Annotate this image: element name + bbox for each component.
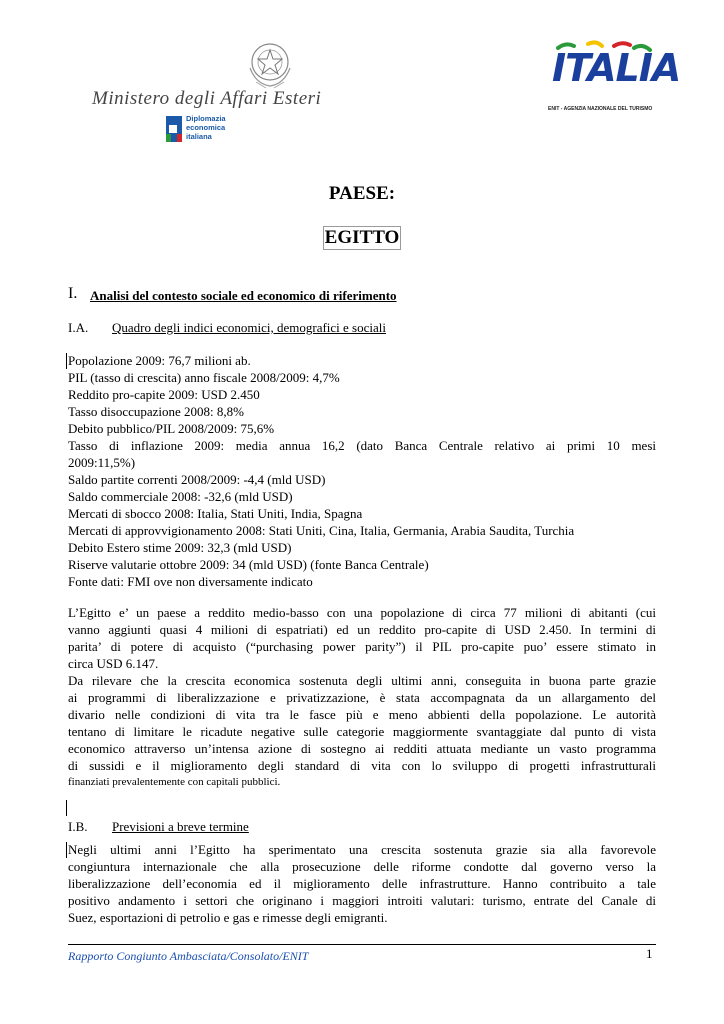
subsection-a-number: I.A. xyxy=(68,320,89,335)
paragraph-line: finanziati prevalentemente con capitali pubblici. xyxy=(68,776,281,788)
badge-line: Diplomazia xyxy=(186,114,226,123)
paragraph-line: congiuntura internazionale che alla prosecuzione delle riforme condotte dal governo verso la xyxy=(68,859,656,874)
paragraph-line: vanno aggiunti quasi 4 milioni di espatriati) ed un reddito pro-capite di USD 2.450. In termini di xyxy=(68,622,656,637)
indicator-line: Tasso disoccupazione 2008: 8,8% xyxy=(68,404,244,419)
subsection-a-title: Quadro degli indici economici, demografici e sociali xyxy=(112,320,386,335)
paragraph-line: tentano di limitare le ricadute negative sulle categorie maggiormente svantaggiate dal punto di vista xyxy=(68,724,656,739)
paragraph-line: positivo andamento i settori che originano i maggiori introiti valutari: turismo, entrate del Canale di xyxy=(68,893,656,908)
indicator-line: Reddito pro-capite 2009: USD 2.450 xyxy=(68,387,260,402)
indicator-line: Saldo partite correnti 2008/2009: -4,4 (mld USD) xyxy=(68,472,326,487)
edit-marker xyxy=(66,353,67,369)
republic-emblem-icon xyxy=(242,38,298,94)
paragraph-line: Negli ultimi anni l’Egitto ha sperimentato una crescita sostenuta grazie sia alla favorevole xyxy=(68,842,656,857)
country-name-wrapper xyxy=(0,226,724,250)
paragraph-line: Da rilevare che la crescita economica sostenuta degli ultimi anni, conseguita in buona parte grazie xyxy=(68,673,656,688)
page-number: 1 xyxy=(646,946,653,961)
indicators-list xyxy=(68,352,656,590)
edit-marker xyxy=(66,842,67,858)
enit-caption: ENIT - AGENZIA NAZIONALE DEL TURISMO xyxy=(548,106,653,112)
ministry-logo xyxy=(92,38,342,148)
diplomazia-economica-badge xyxy=(166,114,256,146)
footer-divider xyxy=(68,944,656,945)
indicator-line: Mercati di approvvigionamento 2008: Stati Uniti, Cina, Italia, Germania, Arabia Saudita, Turchia xyxy=(68,523,575,538)
overview-paragraph xyxy=(68,604,656,791)
paragraph-line: L’Egitto e’ un paese a reddito medio-basso con una popolazione di circa 77 milioni di abitanti (cui xyxy=(68,605,656,620)
badge-line: italiana xyxy=(186,132,212,141)
indicator-line: Tasso di inflazione 2009: media annua 16,2 (dato Banca Centrale relativo ai primi 10 mesi xyxy=(68,438,656,453)
badge-text xyxy=(186,114,226,141)
section-title: Analisi del contesto sociale ed economico di riferimento xyxy=(90,288,397,303)
indicator-line: Debito Estero stime 2009: 32,3 (mld USD) xyxy=(68,540,292,555)
subsection-b-title: Previsioni a breve termine xyxy=(112,819,249,834)
edit-marker xyxy=(66,800,67,816)
country-label: PAESE: xyxy=(328,183,396,204)
italia-enit-logo xyxy=(548,40,681,120)
indicator-line: Mercati di sbocco 2008: Italia, Stati Uniti, India, Spagna xyxy=(68,506,363,521)
italia-wordmark: ITALIA xyxy=(552,46,681,90)
paragraph-line: ai programmi di liberalizzazione e privatizzazione, è stata accompagnata da un allargamento del xyxy=(68,690,656,705)
paragraph-line: divario nelle condizioni di vita tra le fasce più e meno abbienti della popolazione. Le autorità xyxy=(68,707,656,722)
badge-line: economica xyxy=(186,123,226,132)
indicator-line: Saldo commerciale 2008: -32,6 (mld USD) xyxy=(68,489,293,504)
forecast-paragraph xyxy=(68,841,656,926)
paragraph-line: circa USD 6.147. xyxy=(68,656,159,671)
indicator-line: Fonte dati: FMI ove non diversamente indicato xyxy=(68,574,313,589)
country-name: EGITTO xyxy=(324,227,400,248)
paragraph-line: liberalizzazione dell’economia ed il miglioramento delle infrastrutture. Hanno contribuito a tale xyxy=(68,876,656,891)
paragraph-line: economico attraverso un’intensa azione di sostegno ai redditi attuata mediante un vasto programma xyxy=(68,741,656,756)
badge-flag-icon xyxy=(166,116,182,142)
paragraph-line: di sussidi e il miglioramento degli standard di vita con lo sviluppo di progetti infrastrutturali xyxy=(68,758,656,773)
indicator-line: Debito pubblico/PIL 2008/2009: 75,6% xyxy=(68,421,275,436)
section-number: I. xyxy=(68,285,78,302)
paragraph-line: Suez, esportazioni di petrolio e gas e rimesse degli emigranti. xyxy=(68,910,388,925)
subsection-b-number: I.B. xyxy=(68,819,88,834)
ministry-name: Ministero degli Affari Esteri xyxy=(92,88,322,109)
footer-text: Rapporto Congiunto Ambasciata/Consolato/ENIT xyxy=(68,949,309,963)
indicator-line: Riserve valutarie ottobre 2009: 34 (mld USD) (fonte Banca Centrale) xyxy=(68,557,429,572)
indicator-line: Popolazione 2009: 76,7 milioni ab. xyxy=(68,353,251,368)
paragraph-line: parita’ di potere di acquisto (“purchasing power parity”) il PIL pro-capite puo’ essere stimato in xyxy=(68,639,656,654)
indicator-line: PIL (tasso di crescita) anno fiscale 2008/2009: 4,7% xyxy=(68,370,340,385)
indicator-line: 2009:11,5%) xyxy=(68,455,136,470)
